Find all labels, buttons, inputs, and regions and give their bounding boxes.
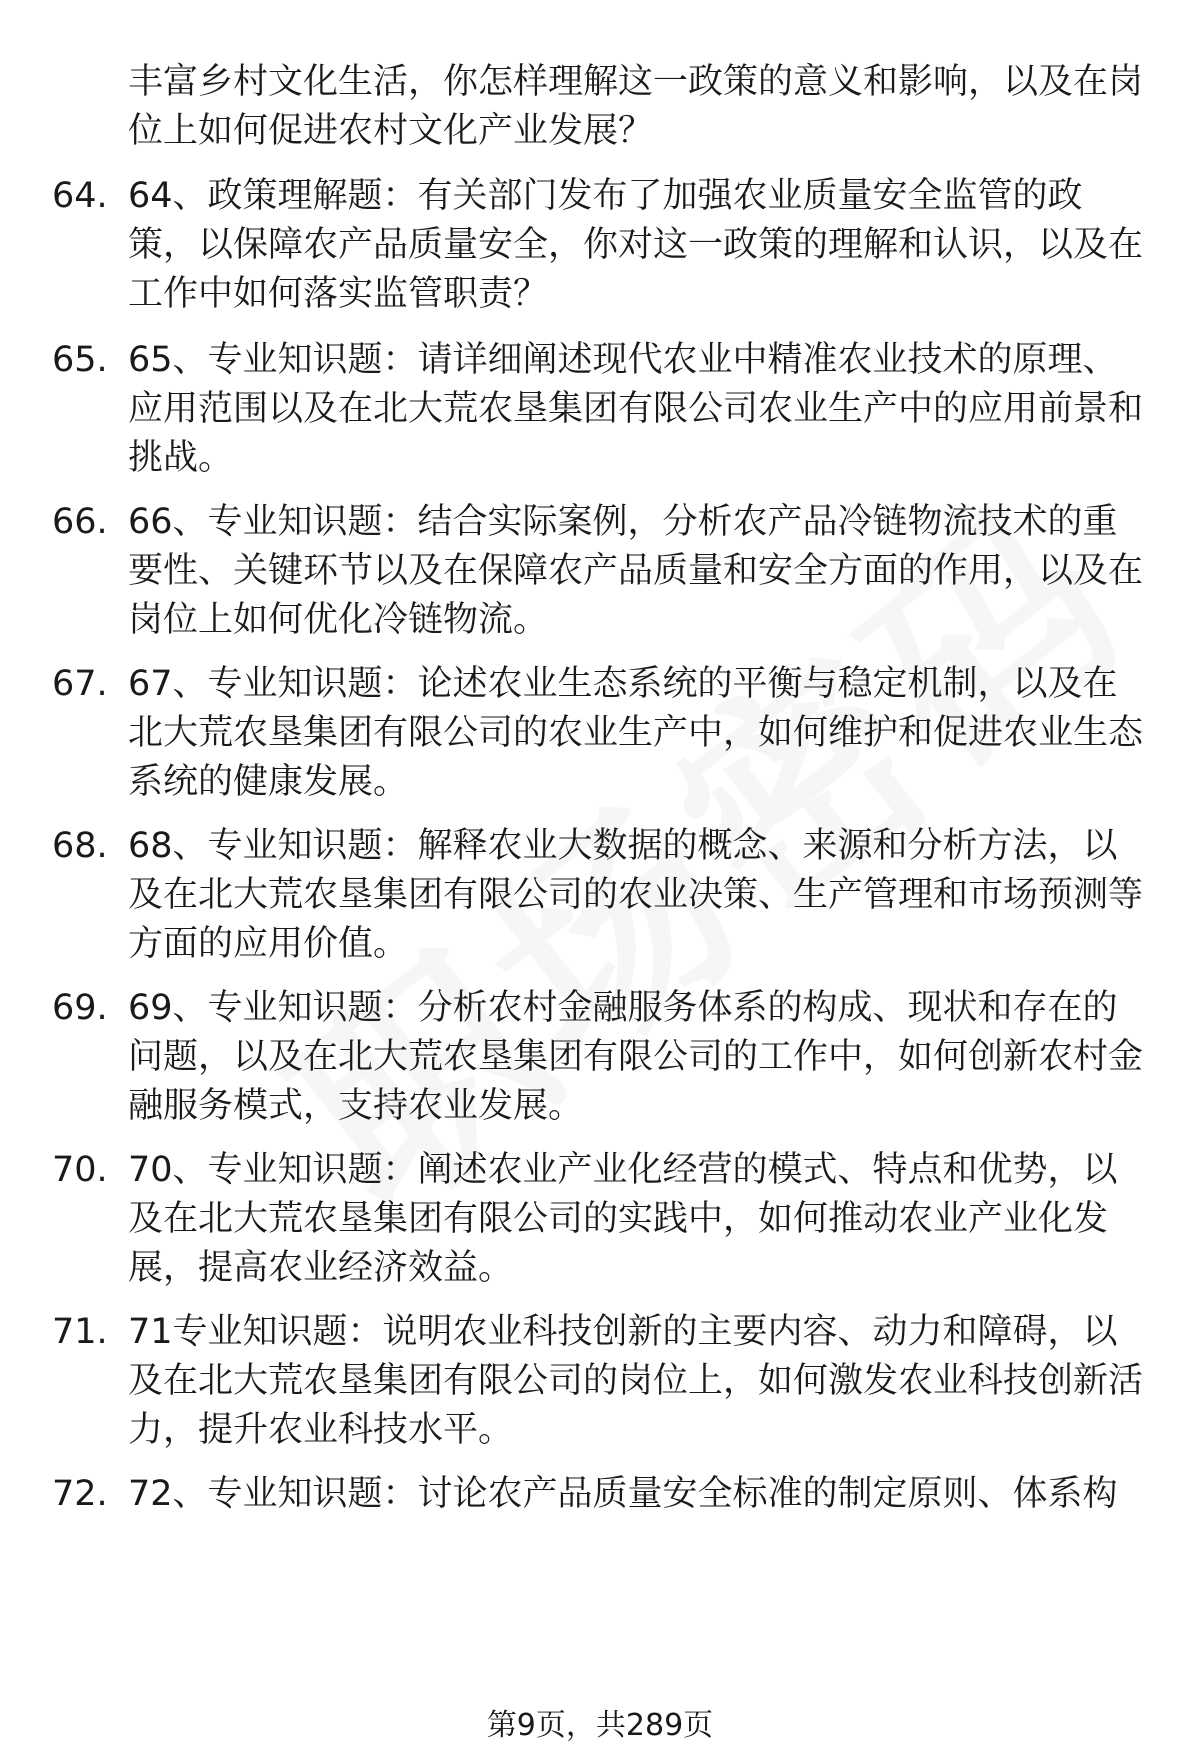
page-footer: 第9页，共289页 bbox=[486, 1708, 714, 1743]
question-number: 68. bbox=[52, 826, 108, 866]
question-text: 70、专业知识题：阐述农业产业化经营的模式、特点和优势，以及在北大荒农垦集团有限公司的实践中，如何推动农业产业化发展，提高农业经济效益。 bbox=[128, 1150, 1118, 1288]
continuation-paragraph: 丰富乡村文化生活，你怎样理解这一政策的意义和影响，以及在岗位上如何促进农村文化产业发展？ bbox=[128, 62, 1144, 151]
question-text: 65、专业知识题：请详细阐述现代农业中精准农业技术的原理、应用范围以及在北大荒农垦集团有限公司农业生产中的应用前景和挑战。 bbox=[128, 340, 1144, 478]
question-text: 66、专业知识题：结合实际案例，分析农产品冷链物流技术的重要性、关键环节以及在保障农产品质量和安全方面的作用，以及在岗位上如何优化冷链物流。 bbox=[128, 502, 1144, 640]
question-number: 64. bbox=[52, 176, 108, 216]
question-text: 64、政策理解题：有关部门发布了加强农业质量安全监管的政策，以保障农产品质量安全，你对这一政策的理解和认识，以及在工作中如何落实监管职责？ bbox=[128, 176, 1144, 314]
question-number: 66. bbox=[52, 502, 108, 542]
question-number: 69. bbox=[52, 988, 108, 1028]
question-text: 67、专业知识题：论述农业生态系统的平衡与稳定机制，以及在北大荒农垦集团有限公司的农业生产中，如何维护和促进农业生态系统的健康发展。 bbox=[128, 664, 1144, 802]
question-text: 72、专业知识题：讨论农产品质量安全标准的制定原则、体系构 bbox=[128, 1474, 1118, 1514]
question-number: 71. bbox=[52, 1312, 108, 1352]
question-text: 71专业知识题：说明农业科技创新的主要内容、动力和障碍，以及在北大荒农垦集团有限公司的岗位上，如何激发农业科技创新活力，提升农业科技水平。 bbox=[128, 1312, 1144, 1450]
question-number: 67. bbox=[52, 664, 108, 704]
question-text: 69、专业知识题：分析农村金融服务体系的构成、现状和存在的问题，以及在北大荒农垦集团有限公司的工作中，如何创新农村金融服务模式，支持农业发展。 bbox=[128, 988, 1144, 1126]
question-number: 72. bbox=[52, 1474, 108, 1514]
question-number: 65. bbox=[52, 340, 108, 380]
question-text: 68、专业知识题：解释农业大数据的概念、来源和分析方法，以及在北大荒农垦集团有限公司的农业决策、生产管理和市场预测等方面的应用价值。 bbox=[128, 826, 1144, 964]
question-number: 70. bbox=[52, 1150, 108, 1190]
